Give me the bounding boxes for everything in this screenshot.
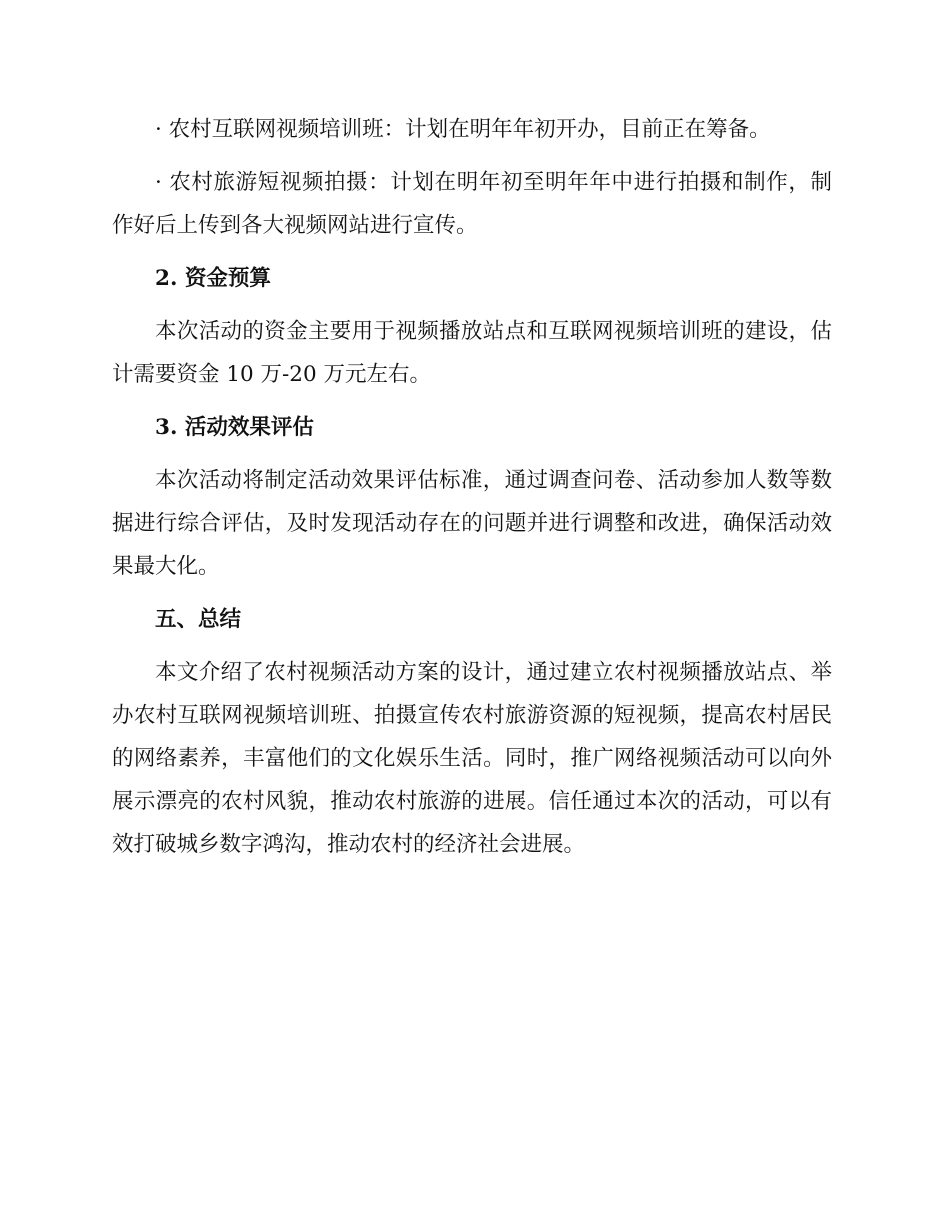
document-body	[112, 108, 832, 876]
summary-paragraph: 本文介绍了农村视频活动方案的设计，通过建立农村视频播放站点、举办农村互联网视频培训班、拍摄宣传农村旅游资源的短视频，提高农村居民的网络素养，丰富他们的文化娱乐生活。同时，推广网络视频活动可以向外展示漂亮的农村风貌，推动农村旅游的进展。信任通过本次的活动，可以有效打破城乡数字鸿沟，推动农村的经济社会进展。	[112, 660, 832, 857]
bullet-short-video: · 农村旅游短视频拍摄：计划在明年初至明年年中进行拍摄和制作，制作好后上传到各大视频网站进行宣传。	[112, 170, 832, 238]
budget-paragraph: 本次活动的资金主要用于视频播放站点和互联网视频培训班的建设，估计需要资金 10 万-20 万元左右。	[112, 319, 832, 387]
heading-summary: 五、总结	[155, 607, 242, 632]
heading-evaluation: 3. 活动效果评估	[155, 415, 314, 440]
heading-budget: 2. 资金预算	[155, 266, 271, 291]
evaluation-paragraph: 本次活动将制定活动效果评估标准，通过调查问卷、活动参加人数等数据进行综合评估，及时发现活动存在的问题并进行调整和改进，确保活动效果最大化。	[112, 468, 832, 579]
bullet-training-class: · 农村互联网视频培训班：计划在明年年初开办，目前正在筹备。	[155, 117, 771, 142]
